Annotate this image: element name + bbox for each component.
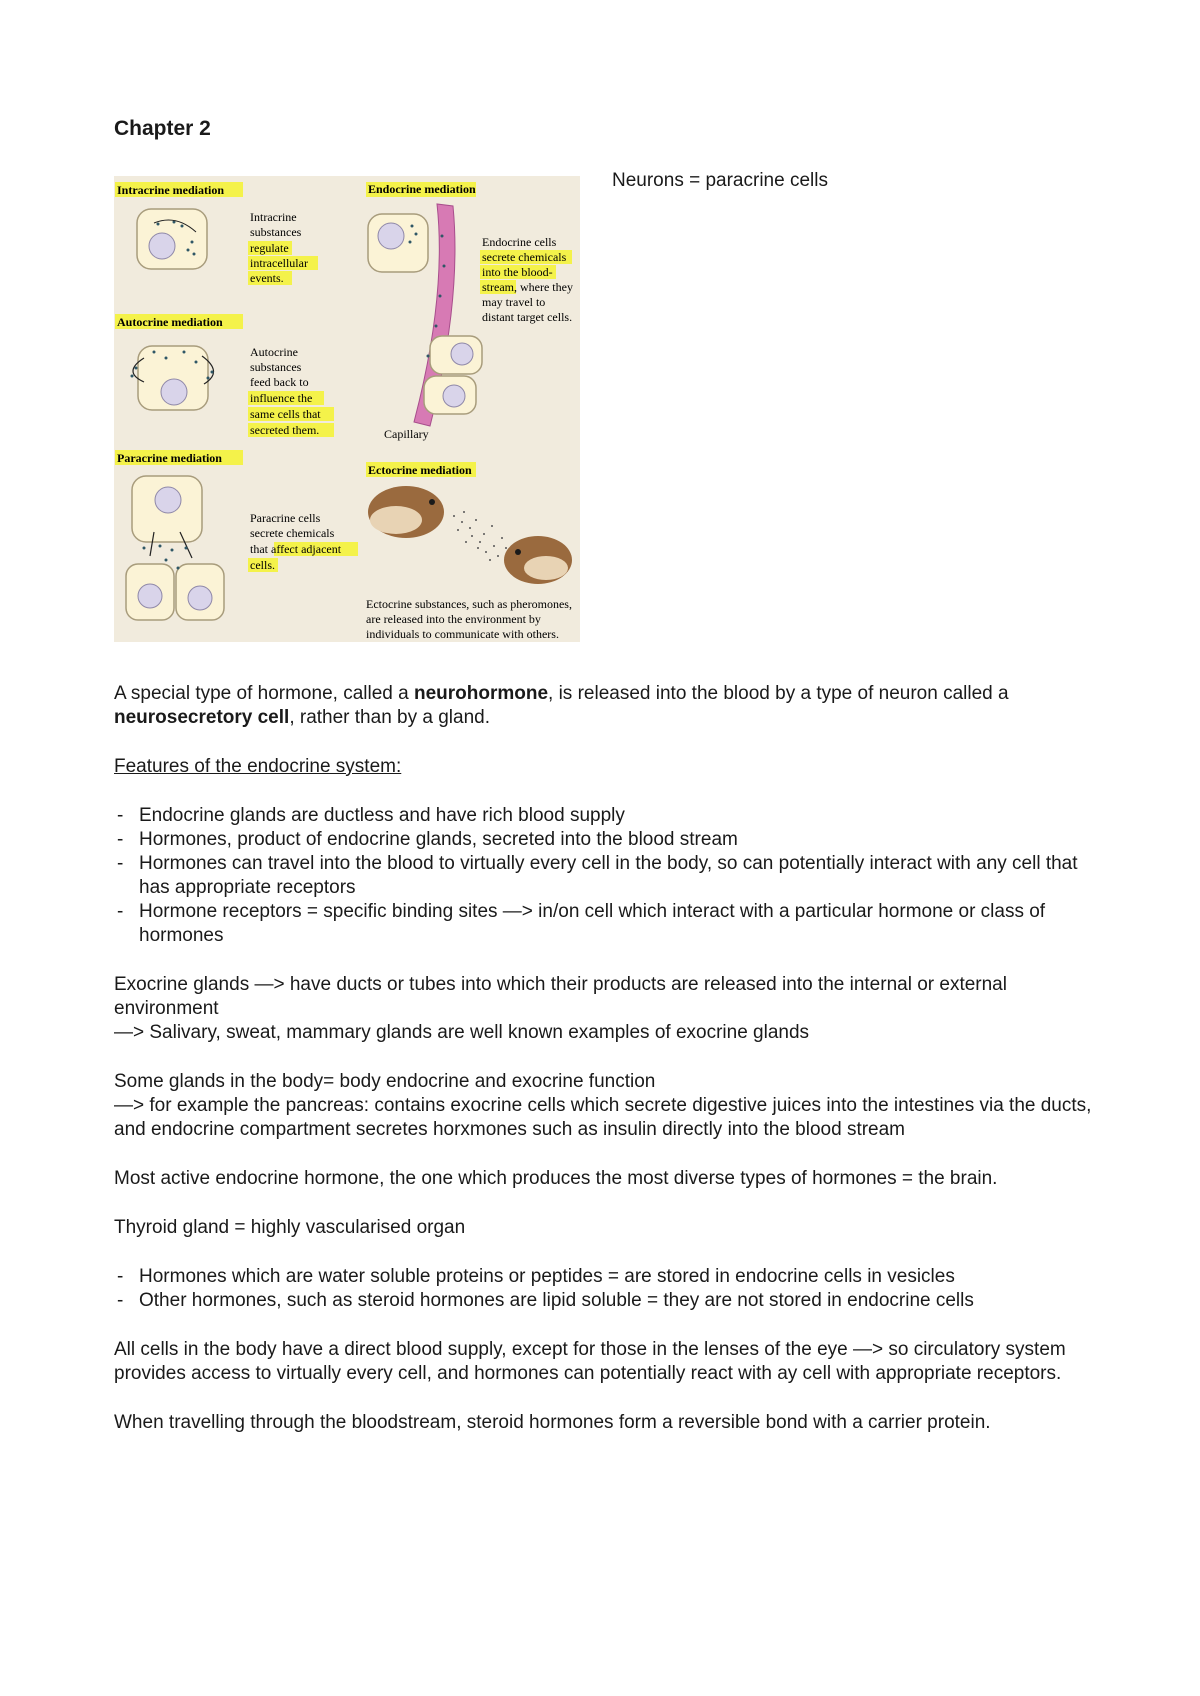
intracrine-line: regulate [250, 241, 289, 255]
mixed-glands-paragraph: Some glands in the body= body endocrine and exocrine function —> for example the pancreas: contains exocrine cells which secrete digestive juices into the intestines via the ducts, and endocrine compartment secretes horxmones such as insulin directly into the blood stream [114, 1071, 1092, 1140]
ectocrine-title: Ectocrine mediation [368, 463, 472, 477]
autocrine-line: influence the [250, 391, 313, 405]
intracrine-line: events. [250, 271, 284, 285]
hamster-icon [504, 536, 572, 584]
features-list [114, 804, 1094, 948]
capillary-label: Capillary [384, 427, 429, 441]
thyroid-paragraph: Thyroid gland = highly vascularised organ [114, 1217, 466, 1238]
hamster-icon [368, 486, 444, 538]
exocrine-paragraph: Exocrine glands —> have ducts or tubes into which their products are released into the internal or external environment —> Salivary, sweat, mammary glands are well known examples of exocrine glands [114, 974, 1007, 1043]
intracrine-line: Intracrine [250, 210, 297, 224]
endocrine-title: Endocrine mediation [368, 182, 476, 196]
list-item: - Other hormones, such as steroid hormones are lipid soluble = they are not stored in endocrine cells [114, 1289, 1094, 1313]
pheromone-particles [453, 511, 507, 561]
ectocrine-line: are released into the environment by [366, 612, 541, 626]
blood-supply-paragraph: All cells in the body have a direct blood supply, except for those in the lenses of the eye —> so circulatory system provides access to virtually every cell, and hormones can potentially react with ay cell with appropriate receptors. [114, 1339, 1066, 1384]
most-active-paragraph: Most active endocrine hormone, the one which produces the most diverse types of hormones = the brain. [114, 1168, 998, 1189]
storage-list [114, 1265, 1094, 1313]
intracrine-line: substances [250, 225, 302, 239]
term-neurosecretory-cell: neurosecretory cell [114, 707, 290, 728]
list-item: - Hormones, product of endocrine glands, secreted into the blood stream [114, 828, 1094, 852]
paracrine-line: secrete chemicals [250, 526, 335, 540]
list-item: - Hormone receptors = specific binding sites —> in/on cell which interact with a particular hormone or class of hormones [114, 900, 1094, 948]
intracrine-panel [115, 182, 318, 285]
autocrine-line: Autocrine [250, 345, 298, 359]
autocrine-line: feed back to [250, 375, 309, 389]
chapter-heading: Chapter 2 [114, 117, 211, 140]
autocrine-title: Autocrine mediation [117, 315, 223, 329]
paracrine-line: Paracrine cells [250, 511, 321, 525]
autocrine-line: secreted them. [250, 423, 320, 437]
list-item: - Endocrine glands are ductless and have rich blood supply [114, 804, 1094, 828]
intracrine-title: Intracrine mediation [117, 183, 224, 197]
mediation-figure [114, 176, 580, 642]
endocrine-line: into the blood- [482, 265, 553, 279]
features-heading: Features of the endocrine system: [114, 756, 402, 777]
endocrine-line: Endocrine cells [482, 235, 557, 249]
term-neurohormone: neurohormone [413, 683, 549, 704]
paracrine-line: cells. [250, 558, 275, 572]
paracrine-title: Paracrine mediation [117, 451, 222, 465]
endocrine-line: secrete chemicals [482, 250, 567, 264]
endocrine-line: distant target cells. [482, 310, 573, 324]
list-item: - Hormones can travel into the blood to virtually every cell in the body, so can potentially interact with any cell that has appropriate receptors [114, 852, 1094, 900]
autocrine-panel [115, 314, 334, 437]
autocrine-nucleus [161, 379, 187, 405]
endocrine-line: stream, where they [482, 280, 573, 294]
neurohormone-paragraph: A special type of hormone, called a neurohormone, is released into the blood by a type of neuron called a neurosecretory cell, rather than by a gland. [114, 683, 1009, 728]
list-item: - Hormones which are water soluble proteins or peptides = are stored in endocrine cells in vesicles [114, 1265, 1094, 1289]
autocrine-line: substances [250, 360, 302, 374]
side-note: Neurons = paracrine cells [612, 170, 828, 191]
endocrine-panel [366, 182, 573, 441]
carrier-paragraph: When travelling through the bloodstream, steroid hormones form a reversible bond with a carrier protein. [114, 1412, 991, 1433]
intracrine-line: intracellular [250, 256, 308, 270]
ectocrine-line: individuals to communicate with others. [366, 627, 559, 641]
ectocrine-line: Ectocrine substances, such as pheromones, [366, 597, 572, 611]
paracrine-panel [115, 450, 358, 620]
autocrine-line: same cells that [250, 407, 321, 421]
paracrine-line: that affect adjacent [250, 542, 342, 556]
intracrine-nucleus [149, 233, 175, 259]
endocrine-line: may travel to [482, 295, 546, 309]
body-text [114, 682, 1094, 1460]
ectocrine-panel [366, 462, 572, 641]
